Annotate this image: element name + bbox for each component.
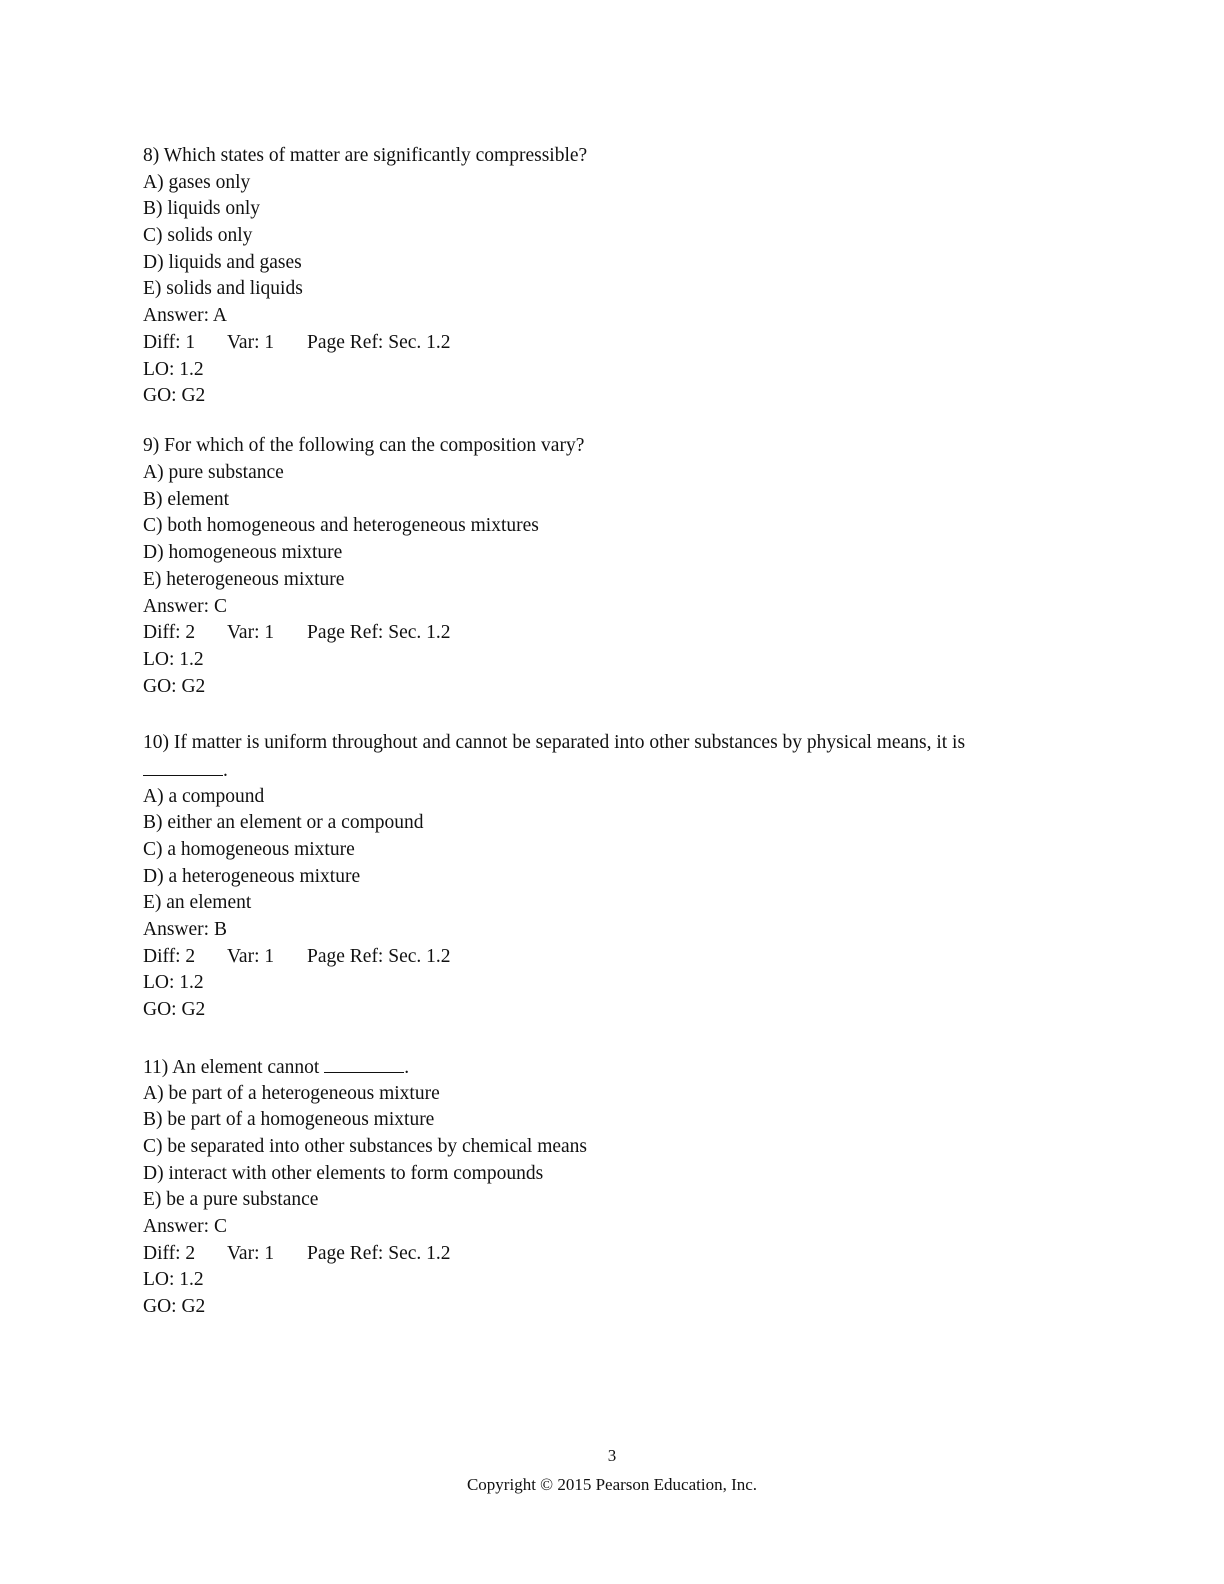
choice-a: A) pure substance: [143, 462, 284, 484]
meta-line: [143, 620, 1083, 647]
choice-e: E) be a pure substance: [143, 1189, 319, 1211]
difficulty: Diff: 2: [143, 1242, 196, 1264]
meta-line: [143, 944, 1083, 971]
question-stem-line: [143, 1054, 1083, 1081]
page-ref: Page Ref: Sec. 1.2: [307, 622, 451, 644]
question-stem: 11) An element cannot: [143, 1056, 320, 1078]
choice-b: B) element: [143, 488, 230, 510]
choice-d: D) interact with other elements to form compounds: [143, 1162, 544, 1184]
learning-objective: LO: 1.2: [143, 358, 204, 380]
difficulty: Diff: 1: [143, 331, 196, 353]
copyright-notice: Copyright © 2015 Pearson Education, Inc.: [466, 1475, 758, 1494]
choice-c: C) both homogeneous and heterogeneous mixtures: [143, 515, 539, 537]
page-ref: Page Ref: Sec. 1.2: [307, 945, 451, 967]
document-body: [143, 143, 1083, 1344]
global-outcome: GO: G2: [143, 385, 206, 407]
meta-line: [143, 1241, 1083, 1268]
choice-d: D) liquids and gases: [143, 251, 302, 273]
page-number: 3: [607, 1446, 617, 1465]
question-9: [143, 433, 1083, 700]
answer: Answer: A: [143, 305, 227, 327]
stem-end-punctuation: .: [223, 759, 228, 781]
global-outcome: GO: G2: [143, 675, 206, 697]
variant: Var: 1: [227, 945, 275, 967]
question-stem: 10) If matter is uniform throughout and cannot be separated into other substances by physical means, it is: [143, 732, 966, 754]
choice-b: B) be part of a homogeneous mixture: [143, 1109, 435, 1131]
page-ref: Page Ref: Sec. 1.2: [307, 331, 451, 353]
answer: Answer: B: [143, 919, 227, 941]
question-10: [143, 730, 1083, 1024]
answer: Answer: C: [143, 1215, 227, 1237]
choice-a: A) be part of a heterogeneous mixture: [143, 1082, 440, 1104]
page-ref: Page Ref: Sec. 1.2: [307, 1242, 451, 1264]
variant: Var: 1: [227, 1242, 275, 1264]
choice-d: D) a heterogeneous mixture: [143, 865, 361, 887]
question-stem-blank-line: [143, 757, 1083, 784]
question-11: [143, 1054, 1083, 1321]
meta-line: [143, 330, 1083, 357]
learning-objective: LO: 1.2: [143, 648, 204, 670]
difficulty: Diff: 2: [143, 945, 196, 967]
choice-e: E) heterogeneous mixture: [143, 568, 345, 590]
stem-end-punctuation: .: [404, 1056, 410, 1078]
choice-b: B) liquids only: [143, 198, 261, 220]
choice-c: C) a homogeneous mixture: [143, 839, 355, 860]
question-stem: 8) Which states of matter are significantly compressible?: [143, 145, 588, 166]
learning-objective: LO: 1.2: [143, 972, 204, 994]
difficulty: Diff: 2: [143, 622, 196, 644]
learning-objective: LO: 1.2: [143, 1269, 204, 1291]
choice-e: E) solids and liquids: [143, 278, 303, 300]
choice-c: C) solids only: [143, 225, 253, 247]
question-stem: 9) For which of the following can the composition vary?: [143, 435, 585, 457]
answer-blank: [143, 757, 223, 776]
question-8: [143, 143, 1083, 410]
choice-b: B) either an element or a compound: [143, 812, 424, 834]
variant: Var: 1: [227, 331, 275, 353]
choice-a: A) gases only: [143, 171, 251, 193]
answer-blank: [324, 1054, 404, 1073]
global-outcome: GO: G2: [143, 999, 206, 1021]
choice-e: E) an element: [143, 892, 252, 914]
choice-c: C) be separated into other substances by chemical means: [143, 1135, 588, 1157]
answer: Answer: C: [143, 595, 227, 617]
global-outcome: GO: G2: [143, 1296, 206, 1317]
choice-d: D) homogeneous mixture: [143, 542, 343, 564]
choice-a: A) a compound: [143, 785, 265, 807]
variant: Var: 1: [227, 622, 275, 644]
